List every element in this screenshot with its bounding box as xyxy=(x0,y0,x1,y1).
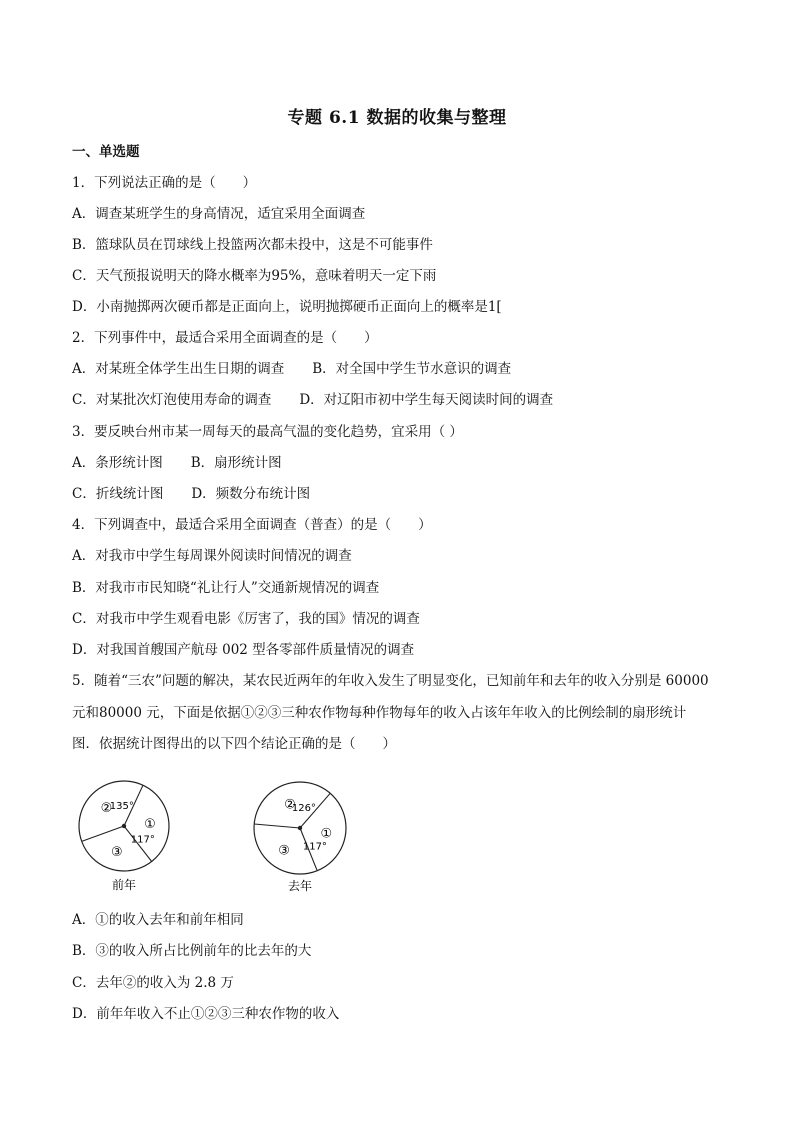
q2-option-c: C．对某批次灯泡使用寿命的调查 xyxy=(72,392,272,408)
q3-options-ab xyxy=(72,453,282,473)
q2-options-ab xyxy=(72,359,511,379)
document-title: 专题 6.1 数据的收集与整理 xyxy=(287,108,507,128)
pie-chart-previous-year xyxy=(79,781,169,892)
pie-caption: 前年 xyxy=(111,878,137,892)
pie-chart-last-year xyxy=(254,782,346,893)
q3-option-a: A．条形统计图 xyxy=(72,455,163,471)
q4-stem: 4．下列调查中，最适合采用全面调查（普查）的是（ ） xyxy=(72,517,432,533)
pie-angle-label: 117° xyxy=(130,834,155,846)
q5-option-d: D．前年年收入不止①②③三种农作物的收入 xyxy=(72,1006,340,1022)
pie-angle-label: 126° xyxy=(291,803,316,814)
q3-option-b: B．扇形统计图 xyxy=(190,455,282,471)
pie-angle-label: 135° xyxy=(109,801,134,812)
q1-stem: 1．下列说法正确的是（ ） xyxy=(72,175,257,191)
pie-center-dot xyxy=(298,826,302,830)
q2-option-d: D．对辽阳市初中学生每天阅读时间的调查 xyxy=(299,392,554,408)
pie-slice-label: ③ xyxy=(110,845,123,861)
pie-center-dot xyxy=(122,824,126,828)
pie-slice-divider xyxy=(82,826,124,841)
pie-caption: 去年 xyxy=(287,879,313,893)
pie-angle-label: 117° xyxy=(302,841,327,853)
q5-option-c: C．去年②的收入为 2.8 万 xyxy=(72,975,234,991)
q4-option-d: D．对我国首艘国产航母 002 型各零部件质量情况的调查 xyxy=(72,642,415,658)
q3-stem: 3．要反映台州市某一周每天的最高气温的变化趋势，宜采用（ ） xyxy=(72,424,463,440)
pie-slice-divider xyxy=(254,824,300,828)
q5-stem-line-2: 元和80000 元，下面是依据①②③三种农作物每种作物每年的收入占该年年收入的比例绘制的扇形统计 xyxy=(72,705,687,721)
q1-option-a: A．调查某班学生的身高情况，适宜采用全面调查 xyxy=(72,206,366,222)
q2-options-cd xyxy=(72,390,553,410)
q3-option-c: C．折线统计图 xyxy=(72,486,164,502)
q4-option-a: A．对我市中学生每周课外阅读时间情况的调查 xyxy=(72,548,352,564)
pie-slice-label: ① xyxy=(320,826,333,842)
q5-stem-line-1: 5．随着“三农”问题的解决，某农民近两年的年收入发生了明显变化，已知前年和去年的收入分别是 60000 xyxy=(72,673,709,689)
q5-option-a: A．①的收入去年和前年相同 xyxy=(72,912,244,928)
q4-option-b: B．对我市市民知晓“礼让行人”交通新规情况的调查 xyxy=(72,580,380,596)
q1-option-c: C．天气预报说明天的降水概率为95%，意味着明天一定下雨 xyxy=(72,268,437,284)
q1-option-b: B．篮球队员在罚球线上投篮两次都未投中，这是不可能事件 xyxy=(72,237,433,253)
q1-option-d: D．小南抛掷两次硬币都是正面向上，说明抛掷硬币正面向上的概率是1[ xyxy=(72,299,502,315)
pie-charts xyxy=(72,775,392,900)
q4-option-c: C．对我市中学生观看电影《厉害了，我的国》情况的调查 xyxy=(72,611,420,627)
q3-option-d: D．频数分布统计图 xyxy=(191,486,311,502)
q2-option-b: B．对全国中学生节水意识的调查 xyxy=(312,361,512,377)
pie-slice-label: ③ xyxy=(278,843,290,859)
q5-stem-line-3: 图．依据统计图得出的以下四个结论正确的是（ ） xyxy=(72,736,396,752)
q2-option-a: A．对某班全体学生出生日期的调查 xyxy=(72,361,285,377)
q5-option-b: B．③的收入所占比例前年的比去年的大 xyxy=(72,943,312,959)
q2-stem: 2．下列事件中，最适合采用全面调查的是（ ） xyxy=(72,330,378,346)
q3-options-cd xyxy=(72,484,310,504)
pie-slice-label: ② xyxy=(284,797,296,813)
pie-slice-label: ① xyxy=(144,817,156,832)
pie-slice-label: ② xyxy=(100,800,113,816)
section-heading: 一、单选题 xyxy=(72,144,140,160)
